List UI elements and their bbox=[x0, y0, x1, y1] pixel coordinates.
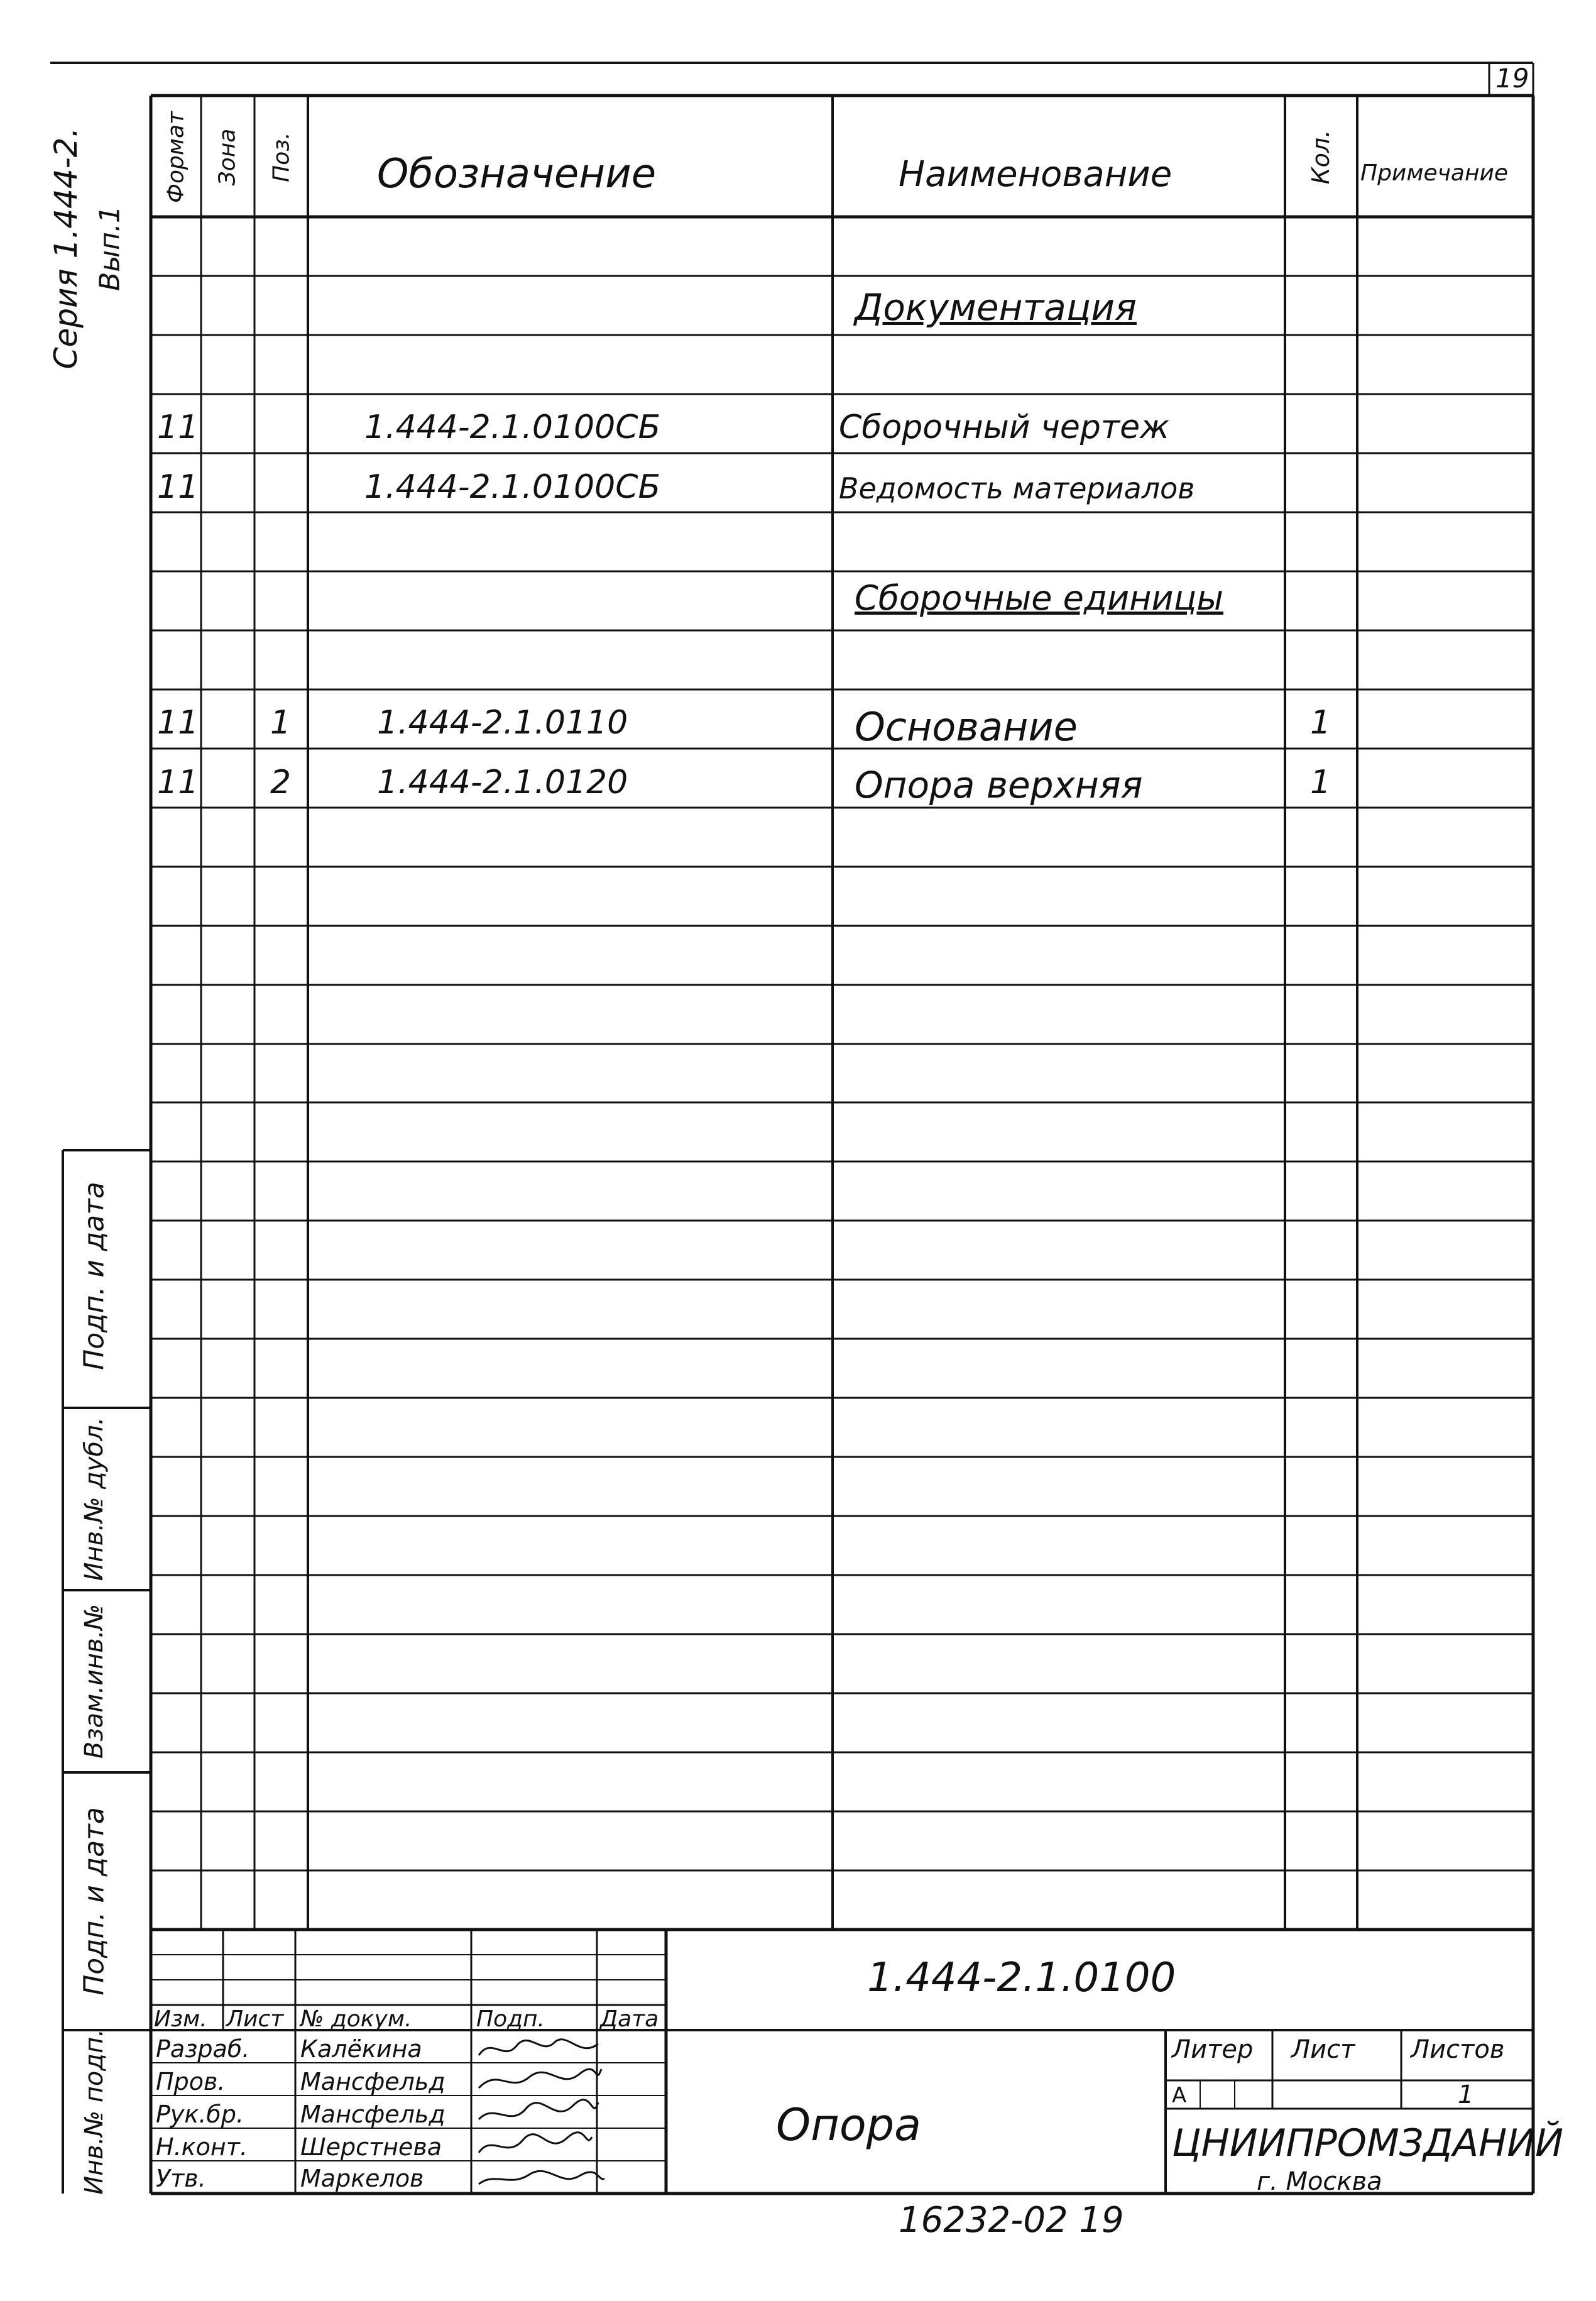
table-row-5-pos: 2 bbox=[270, 764, 292, 801]
stamp-sign-date-1: Подп. и дата bbox=[78, 1182, 111, 1370]
table-row-5-format: 11 bbox=[157, 764, 199, 801]
stamp-vzam-inv: Взам.инв.№ bbox=[80, 1603, 109, 1759]
table-row-2-designation: 1.444-2.1.0100СБ bbox=[364, 468, 661, 506]
header-qty: Кол. bbox=[1307, 129, 1335, 185]
sheets-value: 1 bbox=[1458, 2080, 1474, 2109]
section-heading-assembly-units: Сборочные единицы bbox=[855, 578, 1224, 618]
col-doc-number: № докум. bbox=[300, 2006, 412, 2032]
role-team-lead: Рук.бр. bbox=[156, 2101, 244, 2128]
header-name: Наименование bbox=[899, 154, 1172, 195]
signature-scribbles bbox=[473, 2030, 611, 2194]
table-row-1-designation: 1.444-2.1.0100СБ bbox=[364, 409, 661, 446]
col-list: Лист bbox=[226, 2006, 284, 2032]
role-approver: Утв. bbox=[156, 2165, 206, 2192]
document-number: 1.444-2.1.0100 bbox=[867, 1955, 1176, 2001]
issue-label: Вып.1 bbox=[94, 206, 126, 291]
col-date: Дата bbox=[600, 2006, 659, 2032]
table-row-2-format: 11 bbox=[157, 468, 199, 506]
table-row-2-name: Ведомость материалов bbox=[839, 471, 1195, 505]
table-row-5-designation: 1.444-2.1.0120 bbox=[377, 764, 628, 801]
sheet-label: Лист bbox=[1291, 2035, 1355, 2064]
bottom-archive-code: 16232-02 19 bbox=[899, 2200, 1124, 2241]
section-heading-documentation: Документация bbox=[855, 286, 1137, 329]
table-row-4-qty: 1 bbox=[1310, 704, 1331, 742]
role-developer: Разраб. bbox=[156, 2035, 250, 2063]
table-row-4-name: Основание bbox=[855, 704, 1078, 750]
role-norm-control: Н.конт. bbox=[156, 2133, 248, 2161]
table-row-4-designation: 1.444-2.1.0110 bbox=[377, 704, 628, 742]
table-row-4-pos: 1 bbox=[270, 704, 292, 742]
stamp-sign-date-2: Подп. и дата bbox=[78, 1807, 111, 1996]
table-row-4-format: 11 bbox=[157, 704, 199, 742]
person-team-lead: Мансфельд bbox=[300, 2101, 445, 2128]
person-approver: Маркелов bbox=[300, 2165, 424, 2192]
table-row-1-name: Сборочный чертеж bbox=[839, 409, 1169, 446]
table-row-5-qty: 1 bbox=[1310, 764, 1331, 801]
header-pos: Поз. bbox=[268, 132, 295, 182]
header-format: Формат bbox=[163, 111, 189, 204]
col-izm: Изм. bbox=[154, 2006, 207, 2032]
person-checker: Мансфельд bbox=[300, 2068, 445, 2095]
person-developer: Калёкина bbox=[300, 2035, 422, 2063]
sheets-label: Листов bbox=[1411, 2035, 1505, 2064]
page-number: 19 bbox=[1495, 63, 1529, 94]
liter-value: А bbox=[1172, 2083, 1187, 2108]
series-label: Серия 1.444-2. bbox=[48, 127, 84, 370]
col-sign: Подп. bbox=[476, 2006, 545, 2032]
table-row-1-format: 11 bbox=[157, 409, 199, 446]
header-note: Примечание bbox=[1360, 160, 1509, 186]
organization-name: ЦНИИПРОМЗДАНИЙ bbox=[1172, 2121, 1564, 2165]
table-row-5-name: Опора верхняя bbox=[855, 764, 1143, 806]
stamp-inv-dubl: Инв.№ дубл. bbox=[80, 1417, 109, 1581]
role-checker: Пров. bbox=[156, 2068, 226, 2095]
header-designation: Обозначение bbox=[377, 151, 657, 197]
document-title: Опора bbox=[776, 2099, 922, 2151]
header-zone: Зона bbox=[214, 128, 241, 186]
stamp-inv-podl: Инв.№ подп. bbox=[80, 2029, 109, 2195]
person-norm-control: Шерстнева bbox=[300, 2133, 442, 2161]
liter-label: Литер bbox=[1172, 2035, 1254, 2064]
organization-city: г. Москва bbox=[1257, 2167, 1382, 2196]
